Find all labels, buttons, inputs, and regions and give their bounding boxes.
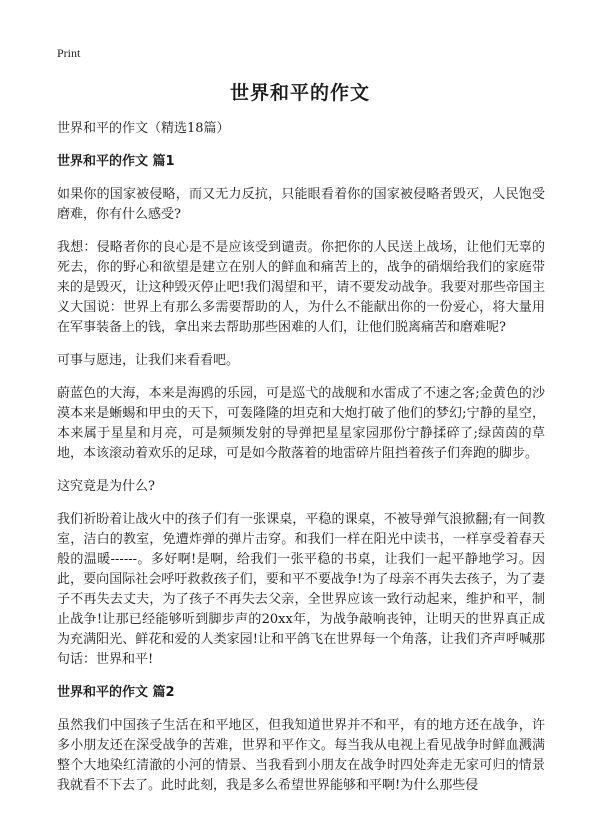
section-heading: 世界和平的作文 篇1 [57, 154, 175, 169]
document-body [57, 119, 545, 809]
document-title: 世界和平的作文 [229, 82, 370, 104]
paragraph: 我们祈盼着让战火中的孩子们有一张课桌，平稳的课桌，不被导弹气浪掀翻;有一间教室，洁白的教室，免遭炸弹的弹片击穿。和我们一样在阳光中读书，一样享受着春天般的温暖------。多好啊!是啊，给我们一张平稳的书桌，让我们一起平静地学习。因此，要向国际社会呼吁救救孩子们，要和平不要战争!为了母亲不再失去孩子，为了妻子不再失去丈夫，为了孩子不再失去父亲，全世界应该一致行动起来，维护和平，制止战争!让那已经能够听到脚步声的20xx年，为战争敲响丧钟，让明天的世界真正成为充满阳光、鲜花和爱的人类家园!让和平鸽飞在世界每一个角落，让我们齐声呼喊那句话：世界和平! [57, 512, 545, 667]
paragraph: 蔚蓝色的大海，本来是海鸥的乐园，可是巡弋的战舰和水雷成了不速之客;金黄色的沙漠本来是蜥蜴和甲虫的天下，可轰隆隆的坦克和大炮打破了他们的梦幻;宁静的星空，本来属于星星和月亮，可是频频发射的导弹把星星家园那份宁静揉碎了;绿茵茵的草地，本该滚动着欢乐的足球，可是如今散落着的地雷碎片阻挡着孩子们奔跑的脚步。 [57, 386, 545, 461]
paragraph: 我想：侵略者你的良心是不是应该受到谴责。你把你的人民送上战场，让他们无辜的死去，你的野心和欲望是建立在别人的鲜血和痛苦上的，战争的硝烟给我们的家庭带来的是毁灭，让这种毁灭停止吧!我们渴望和平，请不要发动战争。我要对那些帝国主义大国说：世界上有那么多需要帮助的人，为什么不能献出你的一份爱心，将大量用在军事装备上的钱，拿出来去帮助那些困难的人们，让他们脱离痛苦和磨难呢? [57, 240, 545, 335]
paragraph: 虽然我们中国孩子生活在和平地区，但我知道世界并不和平，有的地方还在战争，许多小朋友还在深受战争的苦难，世界和平作文。每当我从电视上看见战争时鲜血溅满整个大地染红清澈的小河的情景、当我看到小朋友在战争时四处奔走无家可归的情景我就看不下去了。此时此刻，我是多么希望世界能够和平啊!为什么那些侵 [57, 718, 545, 793]
paragraph: 如果你的国家被侵略，而又无力反抗，只能眼看着你的国家被侵略者毁灭，人民饱受磨难，你有什么感受? [57, 187, 545, 222]
paragraph: 可事与愿违，让我们来看看吧。 [57, 353, 240, 368]
section-heading: 世界和平的作文 篇2 [57, 685, 175, 700]
print-link[interactable]: Print [57, 46, 81, 60]
essay-section-2 [57, 683, 545, 796]
paragraph: 这究竟是为什么? [57, 479, 155, 494]
essay-section-1 [57, 152, 545, 670]
document-subtitle: 世界和平的作文（精选18篇） [57, 121, 230, 136]
